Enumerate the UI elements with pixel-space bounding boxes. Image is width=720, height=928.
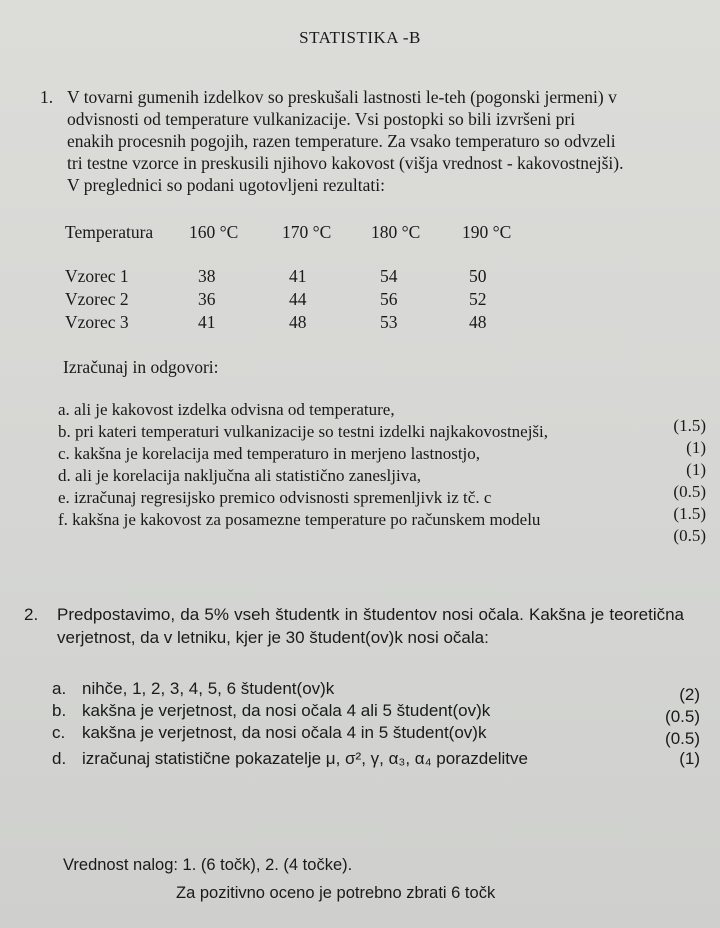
question-1-text xyxy=(67,86,690,196)
footer-passing-note: Za pozitivno oceno je potrebno zbrati 6 točk xyxy=(176,884,496,902)
question-2 xyxy=(24,603,684,649)
list-item xyxy=(52,701,702,726)
footer-point-values: Vrednost nalog: 1. (6 točk), 2. (4 točke). xyxy=(63,856,353,874)
subitem-label: nihče, 1, 2, 3, 4, 5, 6 študent(ov)k xyxy=(82,679,335,698)
table-header-cell: 160 °C xyxy=(189,222,239,242)
table-cell: 48 xyxy=(289,312,307,332)
question-1-line: tri testne vzorce in preskusili njihovo kakovost (višja vrednost - kakovostnejši). xyxy=(67,153,624,173)
table-cell: 36 xyxy=(198,289,216,309)
table-cell: 41 xyxy=(198,312,216,332)
question-1-line: V tovarni gumenih izdelkov so preskušali lastnosti le-teh (pogonski jermeni) v xyxy=(67,87,617,107)
subitem-points: (0.5) xyxy=(673,526,706,545)
question-1-line: odvisnosti od temperature vulkanizacije. Vsi postopki so bili izvršeni pri xyxy=(67,109,576,129)
table-cell: 53 xyxy=(380,312,398,332)
page-title: STATISTIKA -B xyxy=(299,28,421,47)
subitem-points: (1.5) xyxy=(673,416,706,435)
table-cell: Vzorec 3 xyxy=(65,312,129,332)
question-2-number: 2. xyxy=(24,605,39,624)
subitem-letter: c. xyxy=(52,723,66,742)
question-1-line: V preglednici so podani ugotovljeni rezultati: xyxy=(67,175,386,195)
table-cell: 56 xyxy=(380,289,398,309)
subitem-label: f. kakšna je kakovost za posamezne temperature po računskem modelu xyxy=(58,510,541,529)
table-cell: 41 xyxy=(289,266,307,286)
subitem-label: d. ali je korelacija naključna ali statistično zanesljiva, xyxy=(58,466,422,485)
subitem-label: a. ali je kakovost izdelka odvisna od temperature, xyxy=(58,400,395,419)
list-item xyxy=(58,510,708,545)
table-cell: 48 xyxy=(469,312,487,332)
subitem-label: b. pri kateri temperaturi vulkanizacije so testni izdelki najkakovostnejši, xyxy=(58,422,549,441)
subitem-points: (2) xyxy=(679,685,700,704)
subitem-points: (0.5) xyxy=(673,482,706,501)
question-1-prompt: Izračunaj in odgovori: xyxy=(63,357,219,377)
table-header-cell: 190 °C xyxy=(462,222,512,242)
subitem-points: (0.5) xyxy=(665,707,700,726)
list-item xyxy=(52,679,702,704)
table-cell: 54 xyxy=(380,266,398,286)
subitem-points: (1) xyxy=(679,749,700,768)
subitem-letter: b. xyxy=(52,701,67,720)
subitem-points: (1) xyxy=(686,460,706,479)
list-item xyxy=(52,723,702,748)
question-1-line: enakih procesnih pogojih, razen temperature. Za vsako temperaturo so odvzeli xyxy=(67,131,616,151)
table-cell: Vzorec 2 xyxy=(65,289,129,309)
table-cell: 38 xyxy=(198,266,216,286)
subitem-label: e. izračunaj regresijsko premico odvisnosti spremenljivk iz tč. c xyxy=(58,488,492,507)
list-item xyxy=(52,749,702,771)
table-cell: 52 xyxy=(469,289,487,309)
question-1 xyxy=(40,86,690,196)
question-1-number: 1. xyxy=(40,87,54,107)
table-cell: 50 xyxy=(469,266,487,286)
subitem-letter: d. xyxy=(52,749,67,768)
subitem-letter: a. xyxy=(52,679,67,698)
subitem-points: (1) xyxy=(686,438,706,457)
table-header-cell: 180 °C xyxy=(371,222,421,242)
subitem-label: c. kakšna je korelacija med temperaturo in merjeno lastnostjo, xyxy=(58,444,481,463)
subitem-label: kakšna je verjetnost, da nosi očala 4 in 5 študent(ov)k xyxy=(82,723,487,742)
table-header-cell: 170 °C xyxy=(282,222,332,242)
table-cell: 44 xyxy=(289,289,307,309)
subitem-points: (1.5) xyxy=(673,504,706,523)
table-cell: Vzorec 1 xyxy=(65,266,129,286)
table-header-cell: Temperatura xyxy=(65,222,154,242)
subitem-label: kakšna je verjetnost, da nosi očala 4 ali 5 študent(ov)k xyxy=(82,701,491,720)
question-2-text: Predpostavimo, da 5% vseh študentk in študentov nosi očala. Kakšna je teoretična verjetnost, da v letniku, kjer je 30 študent(ov)k nosi očala: xyxy=(57,605,684,647)
subitem-points: (0.5) xyxy=(665,729,700,748)
subitem-label: izračunaj statistične pokazatelje μ, σ², γ, α₃, α₄ porazdelitve xyxy=(82,749,528,768)
